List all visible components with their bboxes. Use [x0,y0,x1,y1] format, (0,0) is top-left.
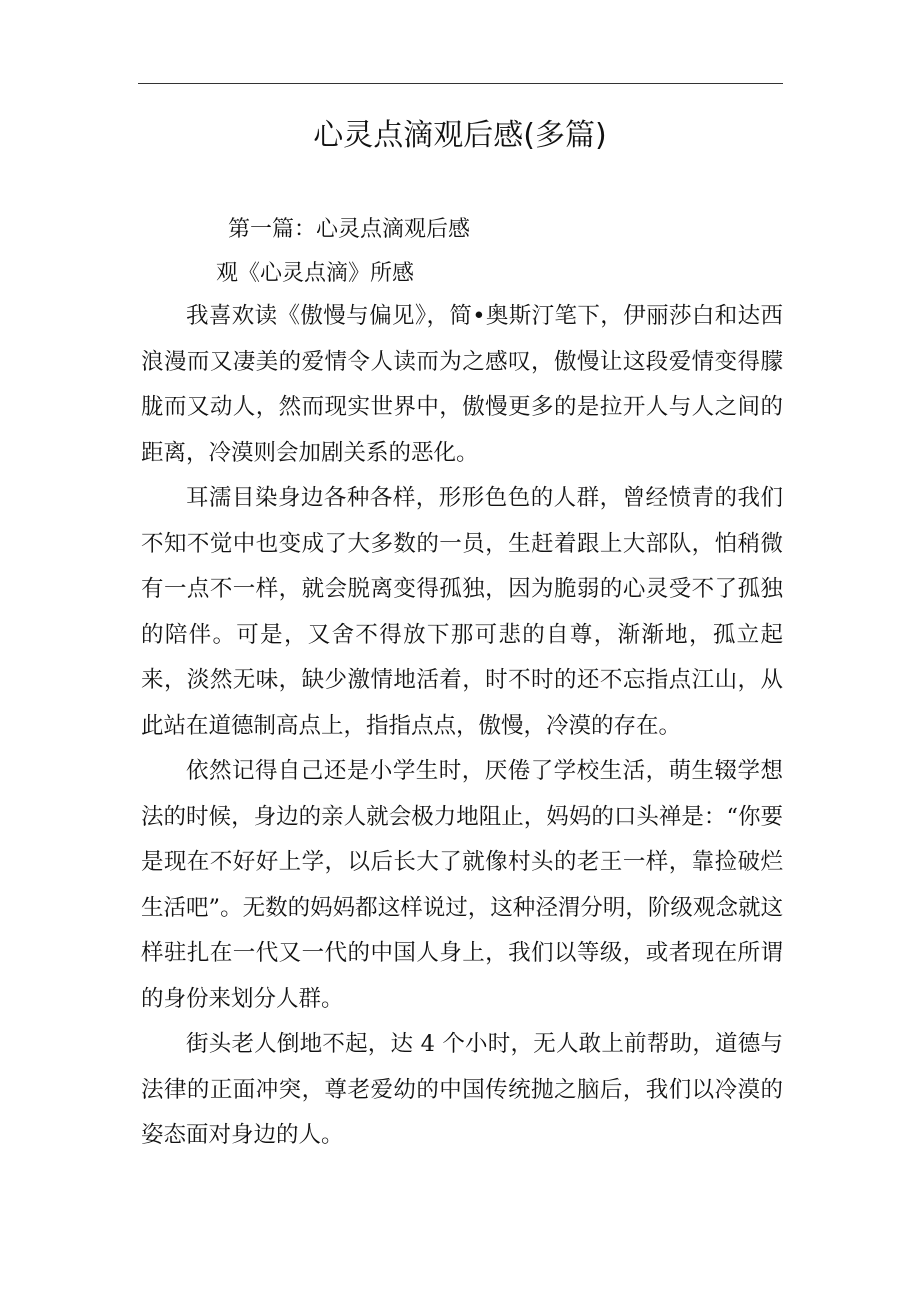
essay-subheading: 观《心灵点滴》所感 [216,261,415,286]
document-title: 心灵点滴观后感(多篇) [313,118,607,153]
section-heading: 第一篇：心灵点滴观后感 [228,217,471,242]
paragraph-2: 耳濡目染身边各种各样，形形色色的人群，曾经愤青的我们不知不觉中也变成了大多数的一员，生赶着跟上大部队，怕稍微有一点不一样，就会脱离变得孤独，因为脆弱的心灵受不了孤独的陪伴。可是，又舍不得放下那可悲的自尊，渐渐地，孤立起来，淡然无味，缺少激情地活着，时不时的还不忘指点江山，从此站在道德制高点上，指指点点，傲慢，冷漠的存在。 [141,485,783,739]
header-rule [138,83,783,84]
paragraph-3: 依然记得自己还是小学生时，厌倦了学校生活，萌生辍学想法的时候，身边的亲人就会极力地阻止，妈妈的口头禅是：“你要是现在不好好上学，以后长大了就像村头的老王一样，靠捡破烂生活吧”。无数的妈妈都这样说过，这种泾渭分明，阶级观念就这样驻扎在一代又一代的中国人身上，我们以等级，或者现在所谓的身份来划分人群。 [141,758,783,1012]
paragraph-4: 街头老人倒地不起，达 4 个小时，无人敢上前帮助，道德与法律的正面冲突，尊老爱幼的中国传统抛之脑后，我们以冷漠的姿态面对身边的人。 [141,1031,783,1148]
essay-body [141,294,783,1159]
paragraph-1: 我喜欢读《傲慢与偏见》，简•奥斯汀笔下，伊丽莎白和达西浪漫而又凄美的爱情令人读而为之感叹，傲慢让这段爱情变得朦胧而又动人，然而现实世界中，傲慢更多的是拉开人与人之间的距离，冷漠则会加剧关系的恶化。 [141,303,783,466]
